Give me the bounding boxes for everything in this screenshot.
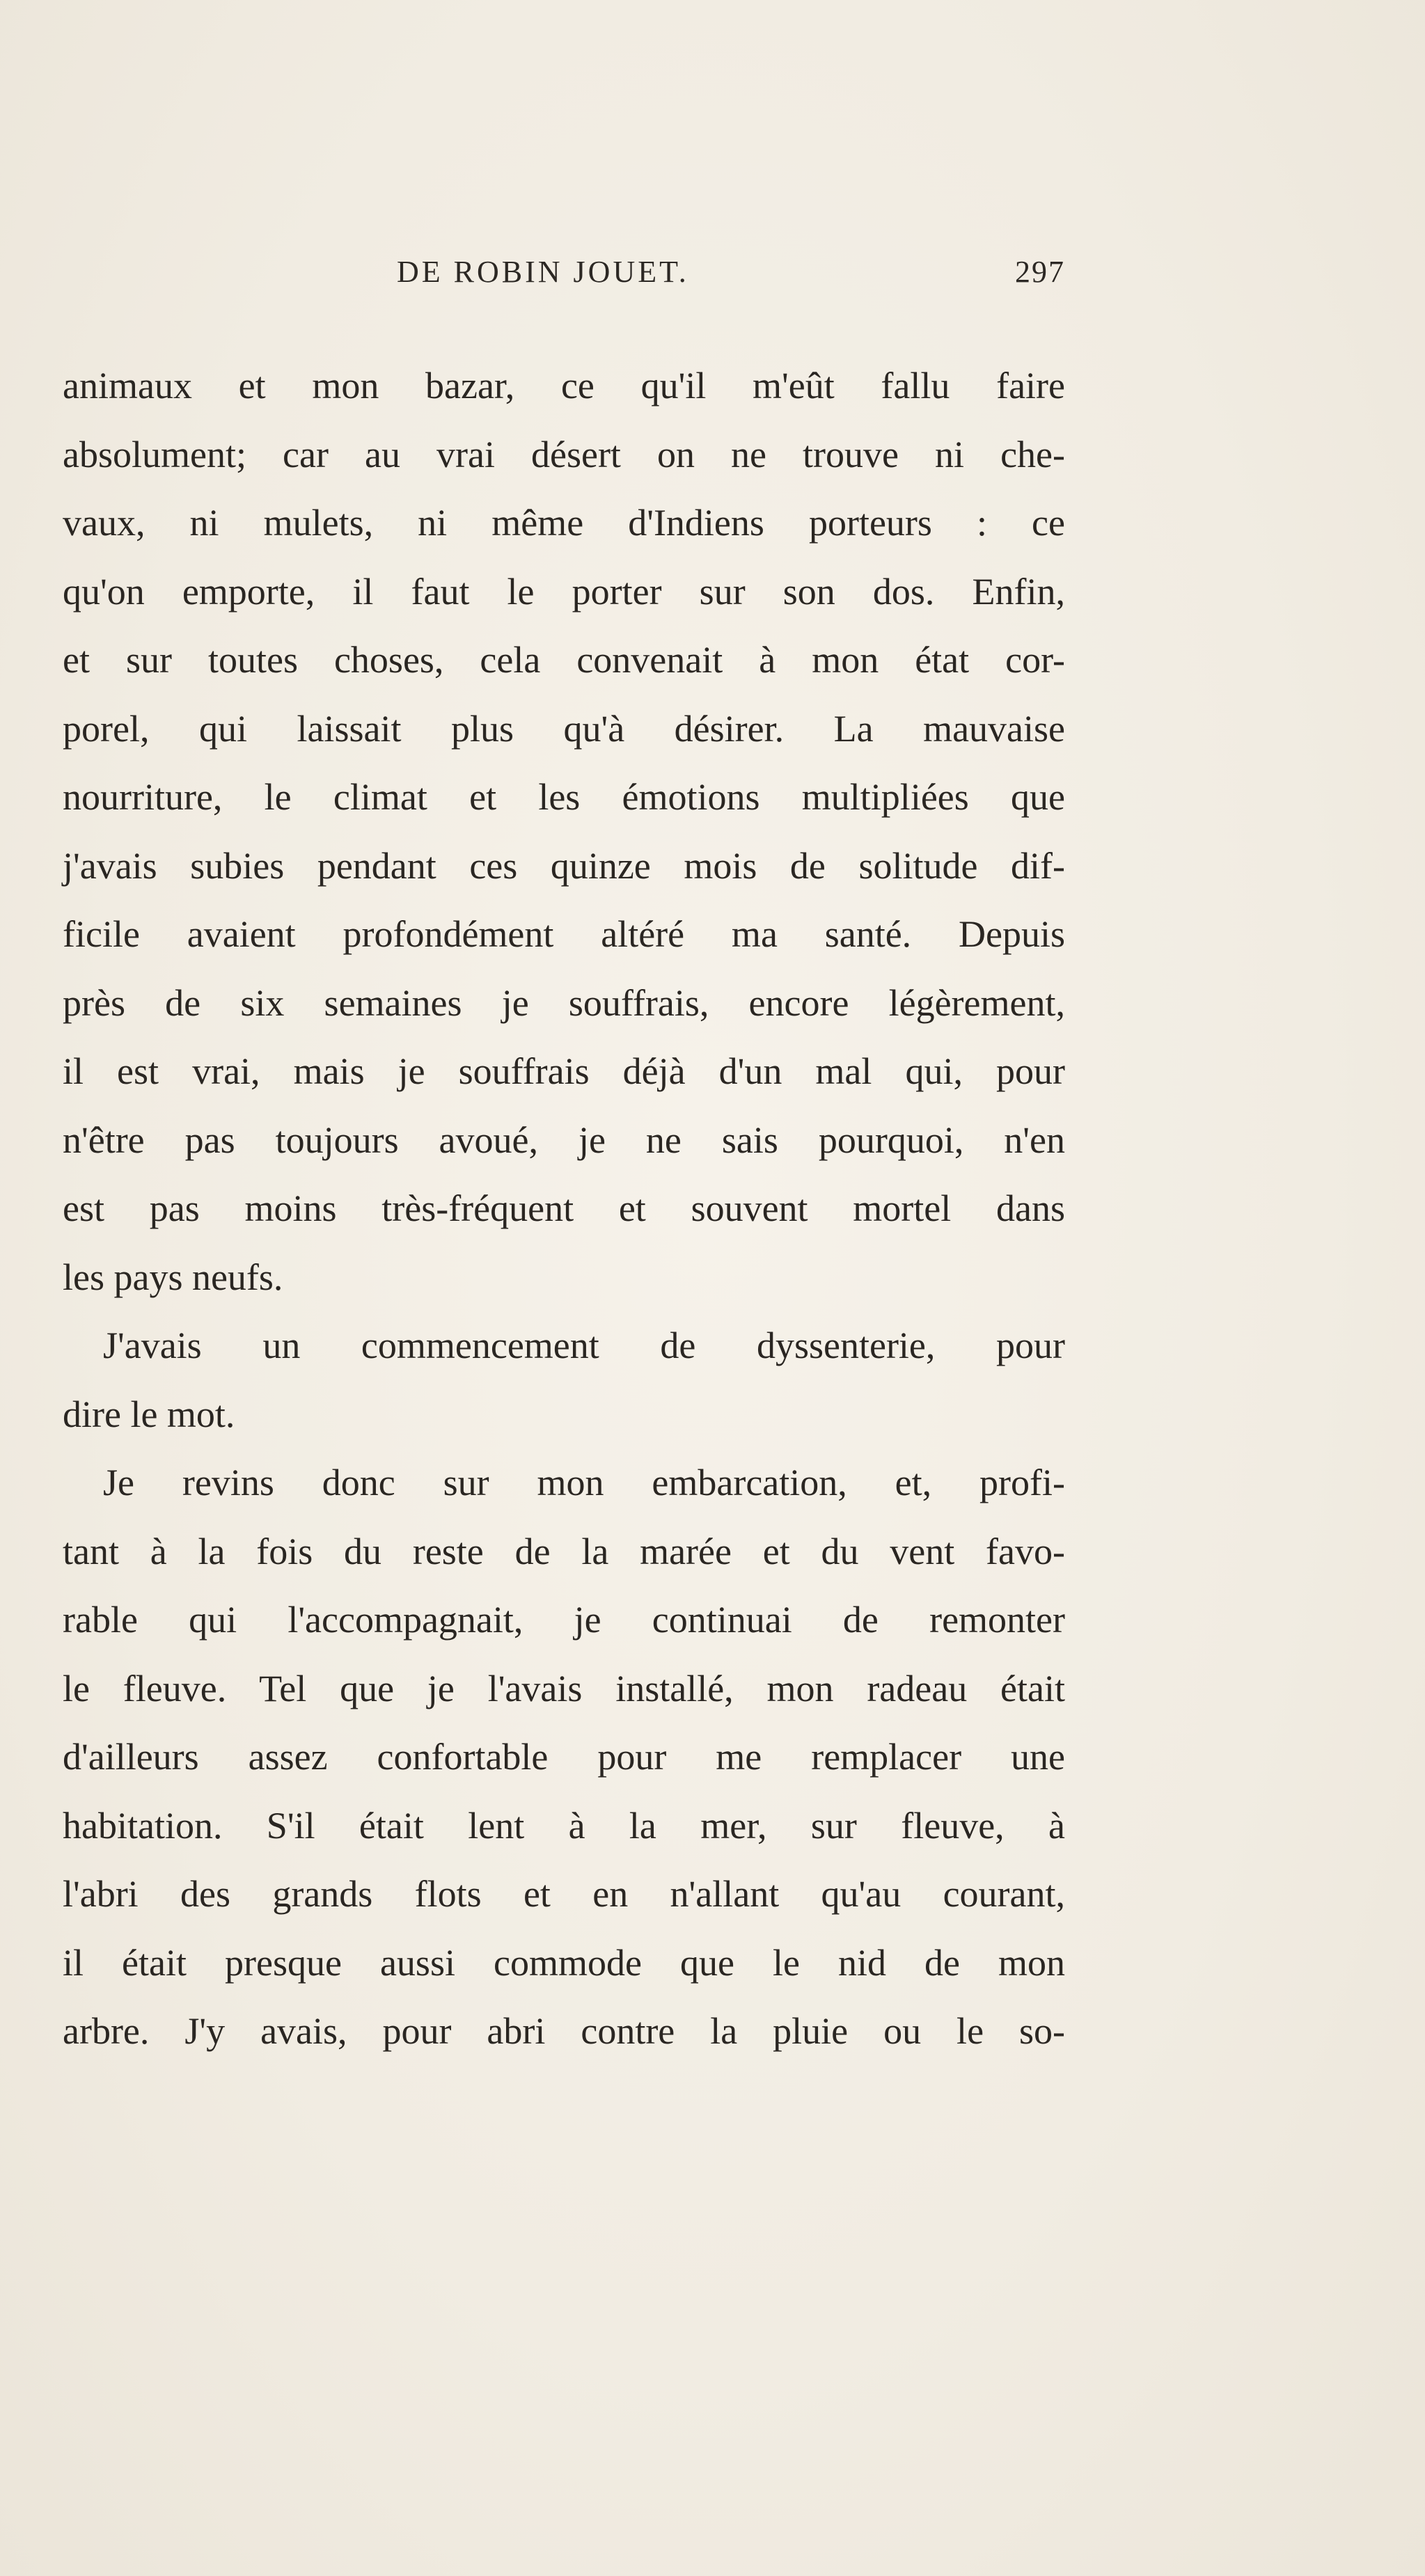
page-header — [63, 254, 1065, 296]
text-line: rable qui l'accompagnait, je continuai de remonter — [63, 1599, 1065, 1641]
text-line: vaux, ni mulets, ni même d'Indiens porteurs : ce — [63, 502, 1065, 544]
text-line: l'abri des grands flots et en n'allant qu'au courant, — [63, 1873, 1065, 1915]
text-line: et sur toutes choses, cela convenait à mon état cor- — [63, 639, 1065, 681]
text-line: est pas moins très-fréquent et souvent mortel dans — [63, 1187, 1065, 1229]
body-text — [63, 351, 1065, 2066]
text-line: qu'on emporte, il faut le porter sur son dos. Enfin, — [63, 570, 1065, 613]
text-line: j'avais subies pendant ces quinze mois de solitude dif- — [63, 844, 1065, 887]
text-line: d'ailleurs assez confortable pour me remplacer une — [63, 1736, 1065, 1778]
text-line: le fleuve. Tel que je l'avais installé, mon radeau était — [63, 1667, 1065, 1709]
text-line: Je revins donc sur mon embarcation, et, profi- — [103, 1462, 1065, 1503]
text-line: nourriture, le climat et les émotions multipliées que — [63, 776, 1065, 818]
text-line: près de six semaines je souffrais, encore légèrement, — [63, 981, 1065, 1024]
text-line: absolument; car au vrai désert on ne trouve ni che- — [63, 433, 1065, 475]
text-line: habitation. S'il était lent à la mer, sur fleuve, à — [63, 1804, 1065, 1847]
text-line: porel, qui laissait plus qu'à désirer. La mauvaise — [63, 707, 1065, 750]
text-line: tant à la fois du reste de la marée et du vent favo- — [63, 1530, 1065, 1572]
running-head: DE ROBIN JOUET. — [397, 255, 689, 289]
page-number: 297 — [1015, 255, 1065, 289]
text-line: n'être pas toujours avoué, je ne sais pourquoi, n'en — [63, 1119, 1065, 1161]
text-line: animaux et mon bazar, ce qu'il m'eût fallu faire — [63, 365, 1065, 406]
text-line: les pays neufs. — [63, 1256, 283, 1298]
text-line: J'avais un commencement de dyssenterie, pour — [103, 1325, 1065, 1366]
text-line: il était presque aussi commode que le nid de mon — [63, 1941, 1065, 1984]
text-line: il est vrai, mais je souffrais déjà d'un mal qui, pour — [63, 1050, 1065, 1092]
text-line: arbre. J'y avais, pour abri contre la pluie ou le so- — [63, 2010, 1065, 2052]
text-line: dire le mot. — [63, 1393, 235, 1435]
text-line: ficile avaient profondément altéré ma santé. Depuis — [63, 913, 1065, 955]
